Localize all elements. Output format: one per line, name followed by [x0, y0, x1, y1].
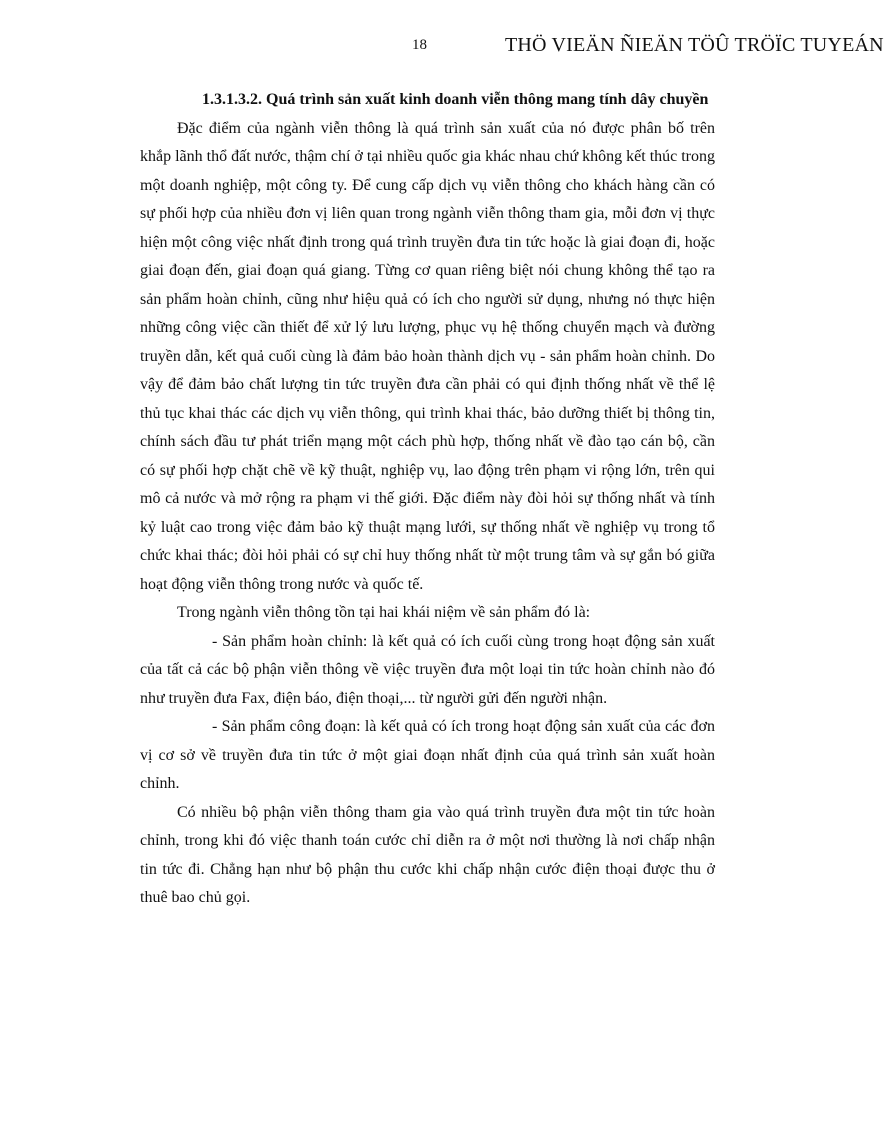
bullet-stage-product: - Sản phẩm công đoạn: là kết quả có ích trong hoạt động sản xuất của các đơn vị cơ sở về truyền đưa tin tức ở một giai đoạn nhất định của quá trình sản xuất hoàn chỉnh.	[140, 718, 715, 792]
section-heading: 1.3.1.3.2. Quá trình sản xuất kinh doanh viễn thông mang tính dây chuyền	[202, 91, 709, 108]
bullet-complete-product: - Sản phẩm hoàn chỉnh: là kết quả có ích cuối cùng trong hoạt động sản xuất của tất cả các bộ phận viễn thông về việc truyền đưa một loại tin tức hoàn chỉnh nào đó như truyền đưa Fax, điện báo, điện thoại,... từ người gửi đến người nhận.	[140, 632, 715, 707]
paragraph-2: Trong ngành viễn thông tồn tại hai khái niệm về sản phẩm đó là:	[177, 604, 591, 621]
page-number: 18	[412, 37, 427, 53]
document-body	[140, 86, 715, 913]
header-title: THÖ VIEÄN ÑIEÄN TÖÛ TRÖÏC TUYEÁN	[505, 34, 884, 56]
paragraph-1: Đặc điểm của ngành viễn thông là quá trình sản xuất của nó được phân bố trên khắp lãnh thổ đất nước, thậm chí ở tại nhiều quốc gia khác nhau chứ không kết thúc trong một doanh nghiệp, một công ty. Để cung cấp dịch vụ viễn thông cho khách hàng cần có sự phối hợp của nhiều đơn vị liên quan trong ngành viễn thông tham gia, mỗi đơn vị thực hiện một công việc nhất định trong quá trình truyền đưa tin tức hoặc là giai đoạn đi, hoặc giai đoạn đến, giai đoạn quá giang. Từng cơ quan riêng biệt nói chung không thể tạo ra sản phẩm hoàn chỉnh, cũng như hiệu quả có ích cho người sử dụng, nhưng nó thực hiện những công việc cần thiết để xử lý lưu lượng, phục vụ hệ thống chuyển mạch và đường truyền dẫn, kết quả cuối cùng là đảm bảo hoàn thành dịch vụ - sản phẩm hoàn chỉnh. Do vậy để đảm bảo chất lượng tin tức truyền đưa cần phải có qui định thống nhất về thể lệ thủ tục khai thác các dịch vụ viễn thông, qui trình khai thác, bảo dưỡng thiết bị thông tin, chính sách đầu tư phát triển mạng một cách phù hợp, thống nhất về đào tạo cán bộ, cần có sự phối hợp chặt chẽ về kỹ thuật, nghiệp vụ, lao động trên phạm vi rộng lớn, trên qui mô cả nước và mở rộng ra phạm vi thế giới. Đặc điểm này đòi hỏi sự thống nhất và tính kỷ luật cao trong việc đảm bảo kỹ thuật mạng lưới, sự thống nhất về nghiệp vụ trong tổ chức khai thác; đòi hỏi phải có sự chỉ huy thống nhất từ một trung tâm và sự gắn bó giữa hoạt động viễn thông trong nước và quốc tế.	[140, 119, 716, 593]
paragraph-3: Có nhiều bộ phận viễn thông tham gia vào quá trình truyền đưa một tin tức hoàn chỉnh, trong khi đó việc thanh toán cước chỉ diễn ra ở một nơi thường là nơi chấp nhận tin tức đi. Chẳng hạn như bộ phận thu cước khi chấp nhận cước điện thoại được thu ở thuê bao chủ gọi.	[140, 803, 715, 906]
